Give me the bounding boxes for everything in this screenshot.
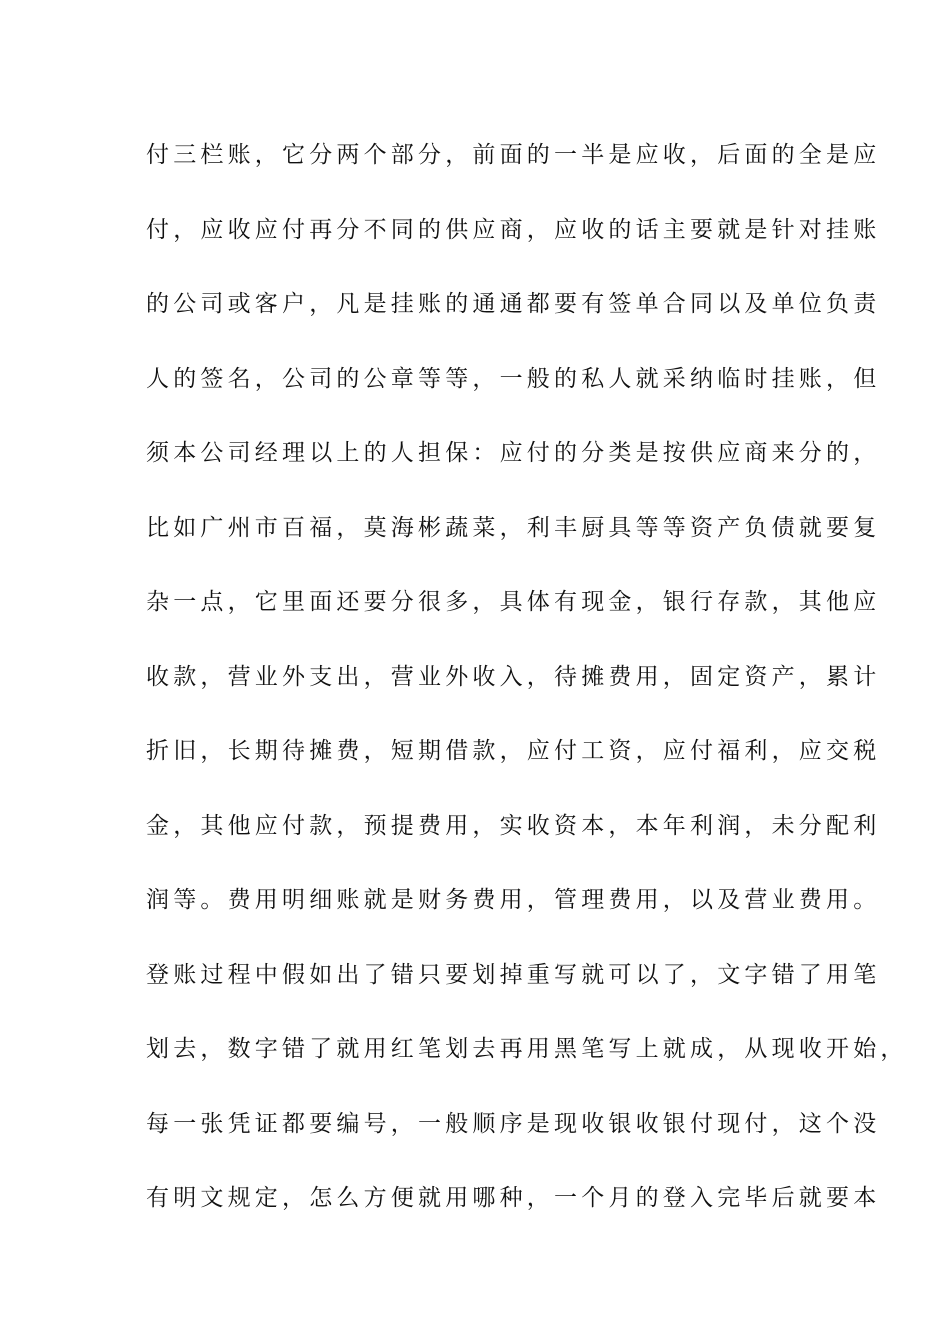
text-line: 人的签名，公司的公章等等，一般的私人就采纳临时挂账，但 xyxy=(146,365,881,392)
text-line: 有明文规定，怎么方便就用哪种，一个月的登入完毕后就要本 xyxy=(146,1185,881,1211)
body-text xyxy=(146,132,908,1250)
text-line: 须本公司经理以上的人担保：应付的分类是按供应商来分的， xyxy=(146,440,881,466)
text-line: 金，其他应付款，预提费用，实收资本，本年利润，未分配利 xyxy=(146,812,881,839)
text-line: 付，应收应付再分不同的供应商，应收的话主要就是针对挂账 xyxy=(146,216,881,243)
text-line: 的公司或客户，凡是挂账的通通都要有签单合同以及单位负责 xyxy=(146,291,881,317)
text-line: 划去，数字错了就用红笔划去再用黑笔写上就成，从现收开始， xyxy=(146,1036,908,1062)
text-line: 润等。费用明细账就是财务费用，管理费用，以及营业费用。 xyxy=(146,887,881,913)
text-line: 每一张凭证都要编号，一般顺序是现收银收银付现付，这个没 xyxy=(146,1110,881,1137)
text-line: 杂一点，它里面还要分很多，具体有现金，银行存款，其他应 xyxy=(146,589,881,615)
text-line: 比如广州市百福，莫海彬蔬菜，利丰厨具等等资产负债就要复 xyxy=(146,514,881,541)
text-line: 折旧，长期待摊费，短期借款，应付工资，应付福利，应交税 xyxy=(146,738,881,764)
text-line: 付三栏账，它分两个部分，前面的一半是应收，后面的全是应 xyxy=(146,142,881,168)
text-line: 登账过程中假如出了错只要划掉重写就可以了，文字错了用笔 xyxy=(146,961,881,988)
text-line: 收款，营业外支出，营业外收入，待摊费用，固定资产，累计 xyxy=(146,663,881,690)
